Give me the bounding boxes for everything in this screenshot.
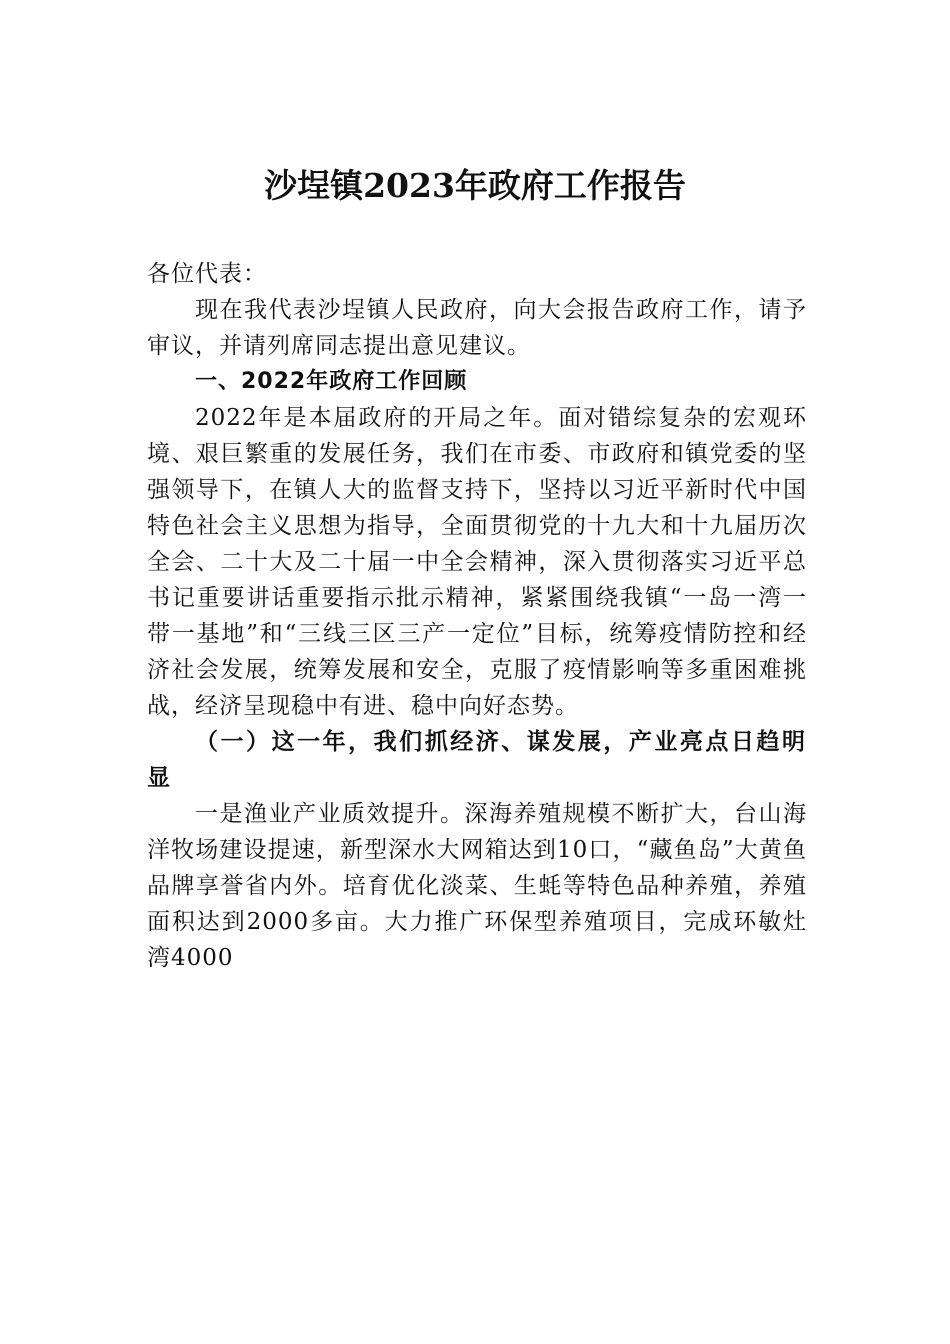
salutation: 各位代表：	[147, 261, 267, 287]
section-heading-review: 一、2022年政府工作回顾	[195, 369, 468, 394]
subsection-heading-economy: （一）这一年，我们抓经济、谋发展，产业亮点日趋明显	[147, 728, 807, 791]
section-review-paragraph: 2022年是本届政府的开局之年。面对错综复杂的宏观环境、艰巨繁重的发展任务，我们在市委、市政府和镇党委的坚强领导下，在镇人大的监督支持下，坚持以习近平新时代中国特色社会主义思想为指导，全面贯彻党的十九大和十九届历次全会、二十大及二十届一中全会精神，深入贯彻落实习近平总书记重要讲话重要指示批示精神，紧紧围绕我镇“一岛一湾一带一基地”和“三线三区三产一定位”目标，统筹疫情防控和经济社会发展，统筹发展和安全，克服了疫情影响等多重困难挑战，经济呈现稳中有进、稳中向好态势。	[147, 405, 807, 719]
subsection-economy-paragraph: 一是渔业产业质效提升。深海养殖规模不断扩大，台山海洋牧场建设提速，新型深水大网箱达到10口，“藏鱼岛”大黄鱼品牌享誉省内外。培育优化淡菜、生蚝等特色品种养殖，养殖面积达到2000多亩。大力推广环保型养殖项目，完成环敏灶湾4000	[147, 801, 807, 971]
intro-paragraph: 现在我代表沙埕镇人民政府，向大会报告政府工作，请予审议，并请列席同志提出意见建议。	[147, 297, 807, 359]
document-title: 沙埕镇2023年政府工作报告	[264, 166, 686, 205]
document-body	[147, 256, 807, 976]
